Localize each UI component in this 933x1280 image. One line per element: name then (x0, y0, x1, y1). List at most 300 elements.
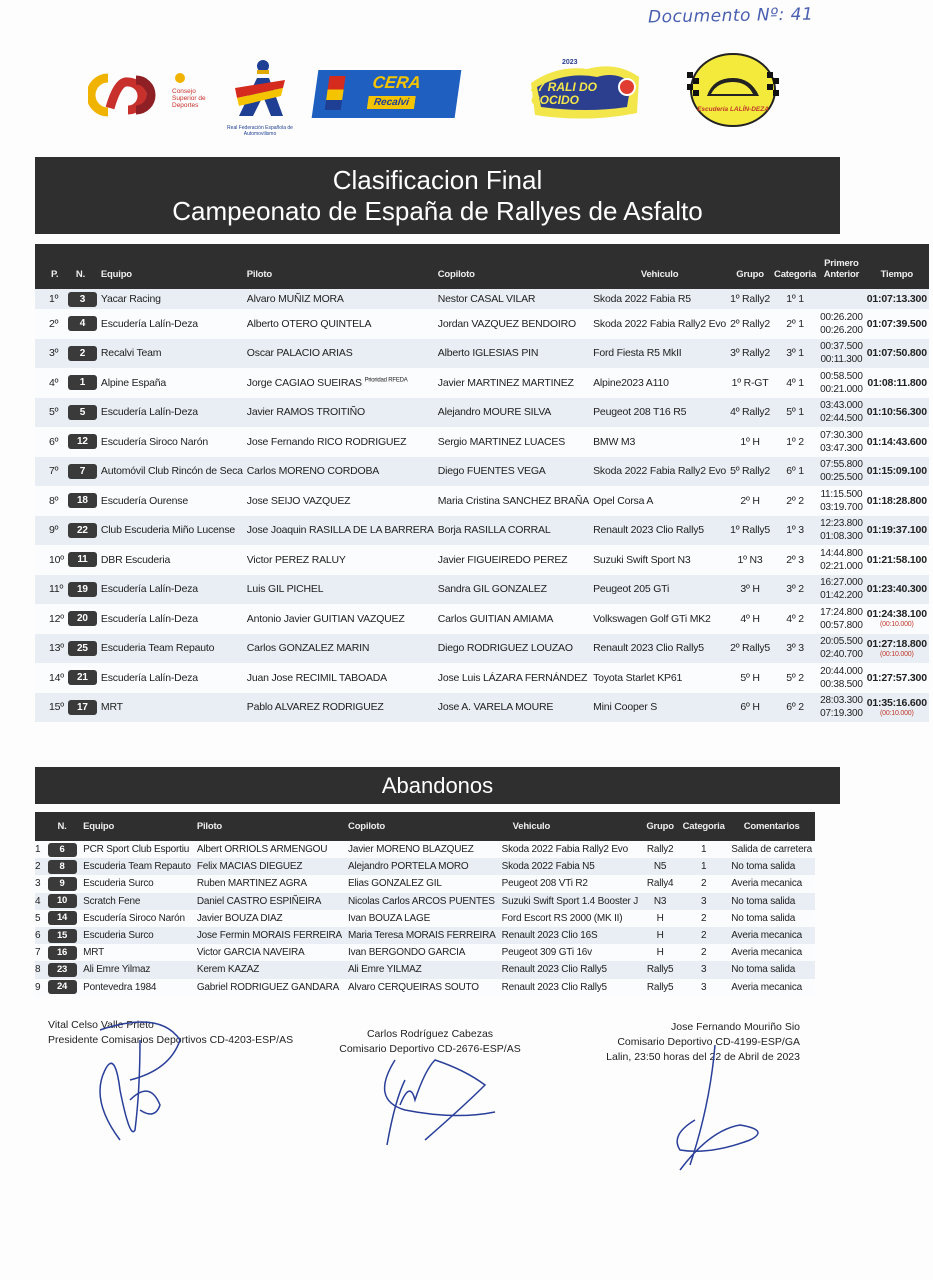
gap-prev: 01:08.300 (820, 531, 863, 543)
driver: Gabriel RODRIGUEZ GANDARA (196, 981, 340, 993)
header-group: Grupo (736, 269, 764, 280)
driver (245, 663, 436, 693)
ab-header-vehicle: Vehiculo (512, 821, 551, 832)
vehicle: Volkswagen Golf GTi MK2 (593, 612, 711, 625)
driver-name: Juan Jose RECIMIL TABOADA (246, 671, 387, 684)
ab-header-group: Grupo (646, 821, 674, 832)
car-number (66, 339, 99, 369)
document-number: Documento Nº: 41 (647, 4, 814, 28)
vehicle: Renault 2023 Clio Rally5 (593, 524, 704, 537)
comment: No toma salida (731, 895, 796, 907)
team: Escuderia Team Repauto (83, 861, 191, 873)
penalty: (00:10.000) (880, 621, 914, 629)
header-time: Tiempo (880, 269, 914, 280)
group: 1º Rally5 (730, 524, 771, 537)
place-date: Lalin, 23:50 horas del 22 de Abril de 2023 (606, 1051, 800, 1063)
team: DBR Escuderia (100, 553, 171, 566)
header-gap (818, 244, 865, 289)
header-gap-prev: Anterior (823, 269, 860, 280)
codriver: Maria Cristina SANCHEZ BRAÑA (437, 494, 590, 507)
position: 12º (49, 612, 64, 625)
car-number (66, 427, 99, 457)
driver-name: Victor PEREZ RALUY (246, 553, 346, 566)
rfeda-logo-text: Real Federación Española de Automovilismo (227, 125, 293, 137)
row-index: 2 (35, 861, 41, 873)
position: 4º (49, 376, 59, 389)
codriver: Carlos GUITIAN AMIAMA (437, 612, 554, 625)
gap-first: 12:23.800 (820, 518, 863, 530)
time-value: 01:18:28.800 (866, 494, 927, 507)
time-value: 01:15:09.100 (866, 465, 927, 478)
rally-logo (527, 57, 642, 123)
car-number-badge: 7 (68, 464, 97, 479)
team: Escudería Ourense (100, 494, 188, 507)
driver (245, 634, 436, 664)
rally-year: 2023 (562, 59, 578, 66)
penalty: (00:10.000) (880, 650, 914, 658)
group: H (656, 930, 664, 942)
team: Yacar Racing (100, 293, 161, 305)
driver-name: Antonio Javier GUITIAN VAZQUEZ (246, 612, 405, 625)
team: Escudería Siroco Narón (100, 435, 208, 448)
driver (245, 693, 436, 723)
vehicle: Toyota Starlet KP61 (593, 671, 683, 684)
abandono-row (35, 858, 815, 875)
ab-header-team: Equipo (83, 821, 115, 832)
classification-row (35, 457, 929, 487)
car-number-badge: 1 (68, 375, 97, 390)
driver-name: Jose Fernando RICO RODRIGUEZ (246, 435, 407, 448)
codriver: Alejandro PORTELA MORO (348, 861, 469, 873)
team: Scratch Fene (83, 895, 141, 907)
driver-name: Pablo ALVAREZ RODRIGUEZ (246, 701, 384, 714)
car-number-badge: 6 (48, 843, 77, 857)
classification-row (35, 339, 929, 369)
classification-row (35, 289, 929, 309)
gaps (818, 457, 865, 487)
total-time (865, 693, 929, 723)
group: 5º Rally2 (730, 465, 771, 478)
codriver: Nestor CASAL VILAR (437, 293, 536, 305)
codriver: Javier MARTINEZ MARTINEZ (437, 376, 574, 389)
classification-row (35, 398, 929, 428)
time-value: 01:27:18.800 (866, 637, 927, 650)
driver (245, 368, 436, 398)
gap-first: 20:44.000 (820, 665, 863, 677)
car-number (66, 309, 99, 339)
signature-comisario-2 (670, 1045, 780, 1175)
ab-header-comments: Comentarios (743, 821, 800, 832)
group: 1º Rally2 (730, 293, 771, 305)
car-number-badge: 18 (68, 493, 97, 508)
category: 3º 2 (786, 583, 804, 596)
gap-prev: 00:25.500 (820, 472, 863, 484)
driver (245, 339, 436, 369)
header-gap-first: Primero (824, 258, 859, 269)
classification-row (35, 575, 929, 605)
team: Escudería Lalín-Deza (100, 406, 198, 419)
driver (245, 545, 436, 575)
comment: Salida de carretera (731, 844, 812, 856)
category: 4º 1 (786, 376, 804, 389)
time-value: 01:07:50.800 (866, 347, 927, 360)
row-index: 9 (35, 981, 41, 993)
logo-strip (0, 50, 933, 145)
classification-row (35, 545, 929, 575)
codriver: Alberto IGLESIAS PIN (437, 347, 539, 360)
car-number-badge: 21 (68, 670, 97, 685)
team: Escudería Lalín-Deza (100, 612, 198, 625)
category: 2º 2 (786, 494, 804, 507)
driver (245, 516, 436, 546)
driver-name: Javier RAMOS TROITIÑO (246, 406, 365, 419)
category: 1º 3 (786, 524, 804, 537)
codriver: Borja RASILLA CORRAL (437, 524, 551, 537)
gap-first: 28:03.300 (820, 695, 863, 707)
gaps (818, 427, 865, 457)
abandonos-header-row (35, 812, 815, 841)
vehicle: Skoda 2022 Fabia Rally2 Evo (593, 465, 727, 478)
time-value: 01:10:56.300 (866, 406, 927, 419)
vehicle: Renault 2023 Clio 16S (501, 930, 598, 942)
team: Club Escuderia Miño Lucense (100, 524, 236, 537)
gap-prev: 00:21.000 (820, 383, 863, 395)
car-number-badge: 20 (68, 611, 97, 626)
group: H (656, 947, 664, 959)
team: Escudería Lalín-Deza (100, 583, 198, 596)
vehicle: Peugeot 208 T16 R5 (593, 406, 687, 419)
car-number (66, 398, 99, 428)
team: Alpine España (100, 376, 167, 389)
group: N5 (653, 861, 667, 873)
category: 3º 3 (786, 642, 804, 655)
total-time (865, 516, 929, 546)
group: 3º H (740, 583, 760, 596)
signer-name: Vital Celso Valle Prieto (48, 1019, 154, 1031)
row-index: 8 (35, 964, 41, 976)
ab-header-driver: Piloto (196, 821, 223, 832)
vehicle: Skoda 2022 Fabia Rally2 Evo (593, 317, 727, 330)
car-number-badge: 8 (48, 860, 77, 874)
total-time (865, 575, 929, 605)
codriver: Jose A. VARELA MOURE (437, 701, 554, 714)
car-number (44, 944, 80, 961)
group: 6º H (740, 701, 760, 714)
category: 5º 2 (786, 671, 804, 684)
gap-first: 16:27.000 (820, 577, 863, 589)
gaps (818, 545, 865, 575)
rally-logo-text: 27 RALI DO COCIDO (531, 80, 598, 107)
group: 1º H (740, 435, 760, 448)
time-value: 01:07:39.500 (866, 317, 927, 330)
category: 5º 1 (786, 406, 804, 419)
codriver: Javier MORENO BLAZQUEZ (348, 844, 474, 856)
gaps (818, 604, 865, 634)
cera-flag (325, 76, 346, 110)
driver (245, 309, 436, 339)
car-number-badge: 19 (68, 582, 97, 597)
group: 3º Rally2 (730, 347, 771, 360)
group: 4º Rally2 (730, 406, 771, 419)
driver-name: Carlos GONZALEZ MARIN (246, 642, 370, 655)
position: 11º (49, 583, 64, 596)
gap-prev: 07:19.300 (820, 708, 863, 720)
position: 2º (49, 317, 59, 330)
driver-name: Jose SEIJO VAZQUEZ (246, 494, 351, 507)
driver-name: Jose Joaquin RASILLA DE LA BARRERA (246, 524, 434, 537)
csd-logo-text: Consejo Superior de Deportes (172, 88, 206, 109)
total-time (865, 634, 929, 664)
gaps (818, 486, 865, 516)
category: 3 (700, 981, 707, 993)
total-time (865, 545, 929, 575)
car-number-badge: 23 (48, 963, 77, 977)
team: Escuderia Surco (83, 930, 154, 942)
row-index: 3 (35, 878, 41, 890)
codriver: Nicolas Carlos ARCOS PUENTES (348, 895, 495, 907)
gap-prev: 02:40.700 (820, 649, 863, 661)
category: 2 (700, 930, 707, 942)
row-index: 5 (35, 912, 41, 924)
codriver: Maria Teresa MORAIS FERREIRA (348, 930, 496, 942)
car-number-badge: 9 (48, 877, 77, 891)
classification-row (35, 486, 929, 516)
team: MRT (83, 947, 105, 959)
time-value: 01:35:16.600 (866, 696, 927, 709)
time-value: 01:14:43.600 (866, 435, 927, 448)
position: 6º (49, 435, 59, 448)
category: 3º 1 (786, 347, 804, 360)
car-number (44, 961, 80, 978)
gaps (818, 339, 865, 369)
team: Escudería Lalín-Deza (100, 671, 198, 684)
position: 3º (49, 347, 59, 360)
signer-role: Comisario Deportivo CD-4199-ESP/GA (617, 1036, 800, 1048)
driver-name: Oscar PALACIO ARIAS (246, 347, 353, 360)
car-number-badge: 17 (68, 700, 97, 715)
total-time (865, 368, 929, 398)
vehicle: Skoda 2022 Fabia N5 (501, 861, 595, 873)
team: Escuderia Team Repauto (100, 642, 215, 655)
gap-first: 17:24.800 (820, 606, 863, 618)
car-number-badge: 22 (68, 523, 97, 538)
group: 5º H (740, 671, 760, 684)
total-time (865, 289, 929, 309)
car-number-badge: 2 (68, 346, 97, 361)
abandono-row (35, 961, 815, 978)
gap-first: 14:44.800 (820, 547, 863, 559)
total-time (865, 309, 929, 339)
group: Rally4 (646, 878, 674, 890)
gaps (818, 398, 865, 428)
escuderia-logo (683, 52, 783, 130)
car-number-badge: 5 (68, 405, 97, 420)
row-index: 1 (35, 844, 41, 856)
category: 6º 2 (786, 701, 804, 714)
car-number (66, 663, 99, 693)
signer-role: Presidente Comisarios Deportivos CD-4203-ESP/AS (48, 1034, 294, 1046)
car-number (66, 368, 99, 398)
codriver: Elias GONZALEZ GIL (348, 878, 442, 890)
vehicle: Skoda 2022 Fabia Rally2 Evo (501, 844, 628, 856)
classification-row (35, 516, 929, 546)
category: 2 (700, 947, 707, 959)
position: 8º (49, 494, 59, 507)
time-value: 01:24:38.100 (866, 608, 927, 621)
driver-name: Carlos MORENO CORDOBA (246, 465, 380, 478)
gaps (818, 634, 865, 664)
driver: Felix MACIAS DIEGUEZ (196, 861, 303, 873)
category: 1º 1 (786, 293, 804, 305)
cera-logo (312, 70, 462, 118)
abandono-row (35, 944, 815, 961)
car-number (44, 841, 80, 858)
driver (245, 486, 436, 516)
driver-name: Luis GIL PICHEL (246, 583, 324, 596)
recalvi-logo-text: Recalvi (367, 96, 416, 109)
vehicle: BMW M3 (593, 435, 636, 448)
gap-first: 07:30.300 (820, 429, 863, 441)
codriver: Alvaro CERQUEIRAS SOUTO (348, 981, 479, 993)
position: 10º (49, 553, 64, 566)
driver (245, 398, 436, 428)
page-title (35, 157, 840, 234)
car-number-badge: 12 (68, 434, 97, 449)
comment: Averia mecanica (731, 878, 802, 890)
category: 3 (700, 964, 707, 976)
codriver: Sandra GIL GONZALEZ (437, 583, 547, 596)
car-number-badge: 10 (48, 894, 77, 908)
vehicle: Suzuki Swift Sport 1.4 Booster J (501, 895, 639, 907)
total-time (865, 398, 929, 428)
car-number-badge: 15 (48, 929, 77, 943)
driver (245, 457, 436, 487)
classification-header-row (35, 244, 929, 289)
vehicle: Suzuki Swift Sport N3 (593, 553, 691, 566)
driver-name: Jorge CAGIAO SUEIRAS (246, 376, 362, 389)
signature-comisario-1 (375, 1050, 505, 1145)
team: Ali Emre Yilmaz (83, 964, 151, 976)
car-number-badge: 14 (48, 911, 77, 925)
codriver: Sergio MARTINEZ LUACES (437, 435, 566, 448)
gap-prev: 00:57.800 (820, 619, 863, 631)
time-value: 01:19:37.100 (866, 524, 927, 537)
driver: Javier BOUZA DIAZ (196, 912, 283, 924)
abandono-row (35, 893, 815, 910)
group: Rally2 (646, 844, 674, 856)
ab-header-category: Categoria (682, 821, 725, 832)
car-number (44, 927, 80, 944)
gap-prev: 00:38.500 (820, 678, 863, 690)
gap-first: 00:58.500 (820, 370, 863, 382)
group: N3 (653, 895, 667, 907)
total-time (865, 604, 929, 634)
vehicle: Opel Corsa A (593, 494, 654, 507)
group: 4º H (740, 612, 760, 625)
driver-name: Alberto OTERO QUINTELA (246, 317, 372, 330)
ab-header-num: N. (57, 821, 67, 832)
abandonos-table (35, 812, 815, 996)
car-number-badge: 4 (68, 316, 97, 331)
header-pos: P. (51, 269, 59, 280)
title-line-2: Campeonato de España de Rallyes de Asfalto (172, 196, 703, 226)
group: 1º N3 (737, 553, 763, 566)
comment: No toma salida (731, 861, 796, 873)
codriver: Jose Luis LÁZARA FERNÁNDEZ (437, 671, 588, 684)
header-team: Equipo (100, 269, 132, 280)
gaps (818, 693, 865, 723)
abandono-row (35, 875, 815, 892)
driver-name: Alvaro MUÑIZ MORA (246, 293, 344, 305)
header-vehicle: Vehiculo (640, 269, 679, 280)
driver: Kerem KAZAZ (196, 964, 260, 976)
total-time (865, 427, 929, 457)
signer-name: Jose Fernando Mouriño Sio (671, 1021, 800, 1033)
team: Escuderia Surco (83, 878, 154, 890)
category: 6º 1 (786, 465, 804, 478)
gap-first: 00:37.500 (820, 341, 863, 353)
position: 13º (49, 642, 64, 655)
team: Pontevedra 1984 (83, 981, 157, 993)
comment: No toma salida (731, 964, 796, 976)
car-number (66, 516, 99, 546)
group: H (656, 912, 664, 924)
position: 9º (49, 524, 59, 537)
position: 7º (49, 465, 59, 478)
driver: Jose Fermin MORAIS FERREIRA (196, 930, 343, 942)
signature-president (60, 1010, 190, 1160)
csd-logo (88, 70, 206, 120)
team: Recalvi Team (100, 347, 162, 360)
driver-note: Prioridad RFEDA (364, 377, 408, 384)
comment: No toma salida (731, 912, 796, 924)
group: Rally5 (646, 981, 674, 993)
ab-header-codriver: Copiloto (348, 821, 385, 832)
driver (245, 575, 436, 605)
cera-logo-text: CERA (371, 73, 423, 92)
car-number (66, 693, 99, 723)
position: 1º (49, 293, 59, 305)
driver: Victor GARCIA NAVEIRA (196, 947, 305, 959)
signer-role: Comisario Deportivo CD-2676-ESP/AS (339, 1043, 521, 1055)
row-index: 6 (35, 930, 41, 942)
driver: Albert ORRIOLS ARMENGOU (196, 844, 328, 856)
ab-header-idx (35, 812, 44, 841)
codriver: Javier FIGUEIREDO PEREZ (437, 553, 568, 566)
gaps (818, 575, 865, 605)
category: 1 (700, 844, 707, 856)
car-number (44, 893, 80, 910)
gaps (818, 663, 865, 693)
total-time (865, 457, 929, 487)
classification-row (35, 427, 929, 457)
category: 2º 1 (786, 317, 804, 330)
gap-prev: 00:11.300 (820, 354, 863, 366)
team: Automóvil Club Rincón de Seca (100, 465, 243, 478)
team: PCR Sport Club Esportiu (83, 844, 190, 856)
header-num: N. (75, 269, 86, 280)
car-number-badge: 11 (68, 552, 97, 567)
category: 1º 2 (786, 435, 804, 448)
car-number-badge: 16 (48, 946, 77, 960)
vehicle: Skoda 2022 Fabia R5 (593, 293, 691, 305)
position: 14º (49, 671, 64, 684)
car-number (66, 575, 99, 605)
abandono-row (35, 979, 815, 996)
total-time (865, 339, 929, 369)
classification-row (35, 663, 929, 693)
codriver: Ivan BOUZA LAGE (348, 912, 431, 924)
